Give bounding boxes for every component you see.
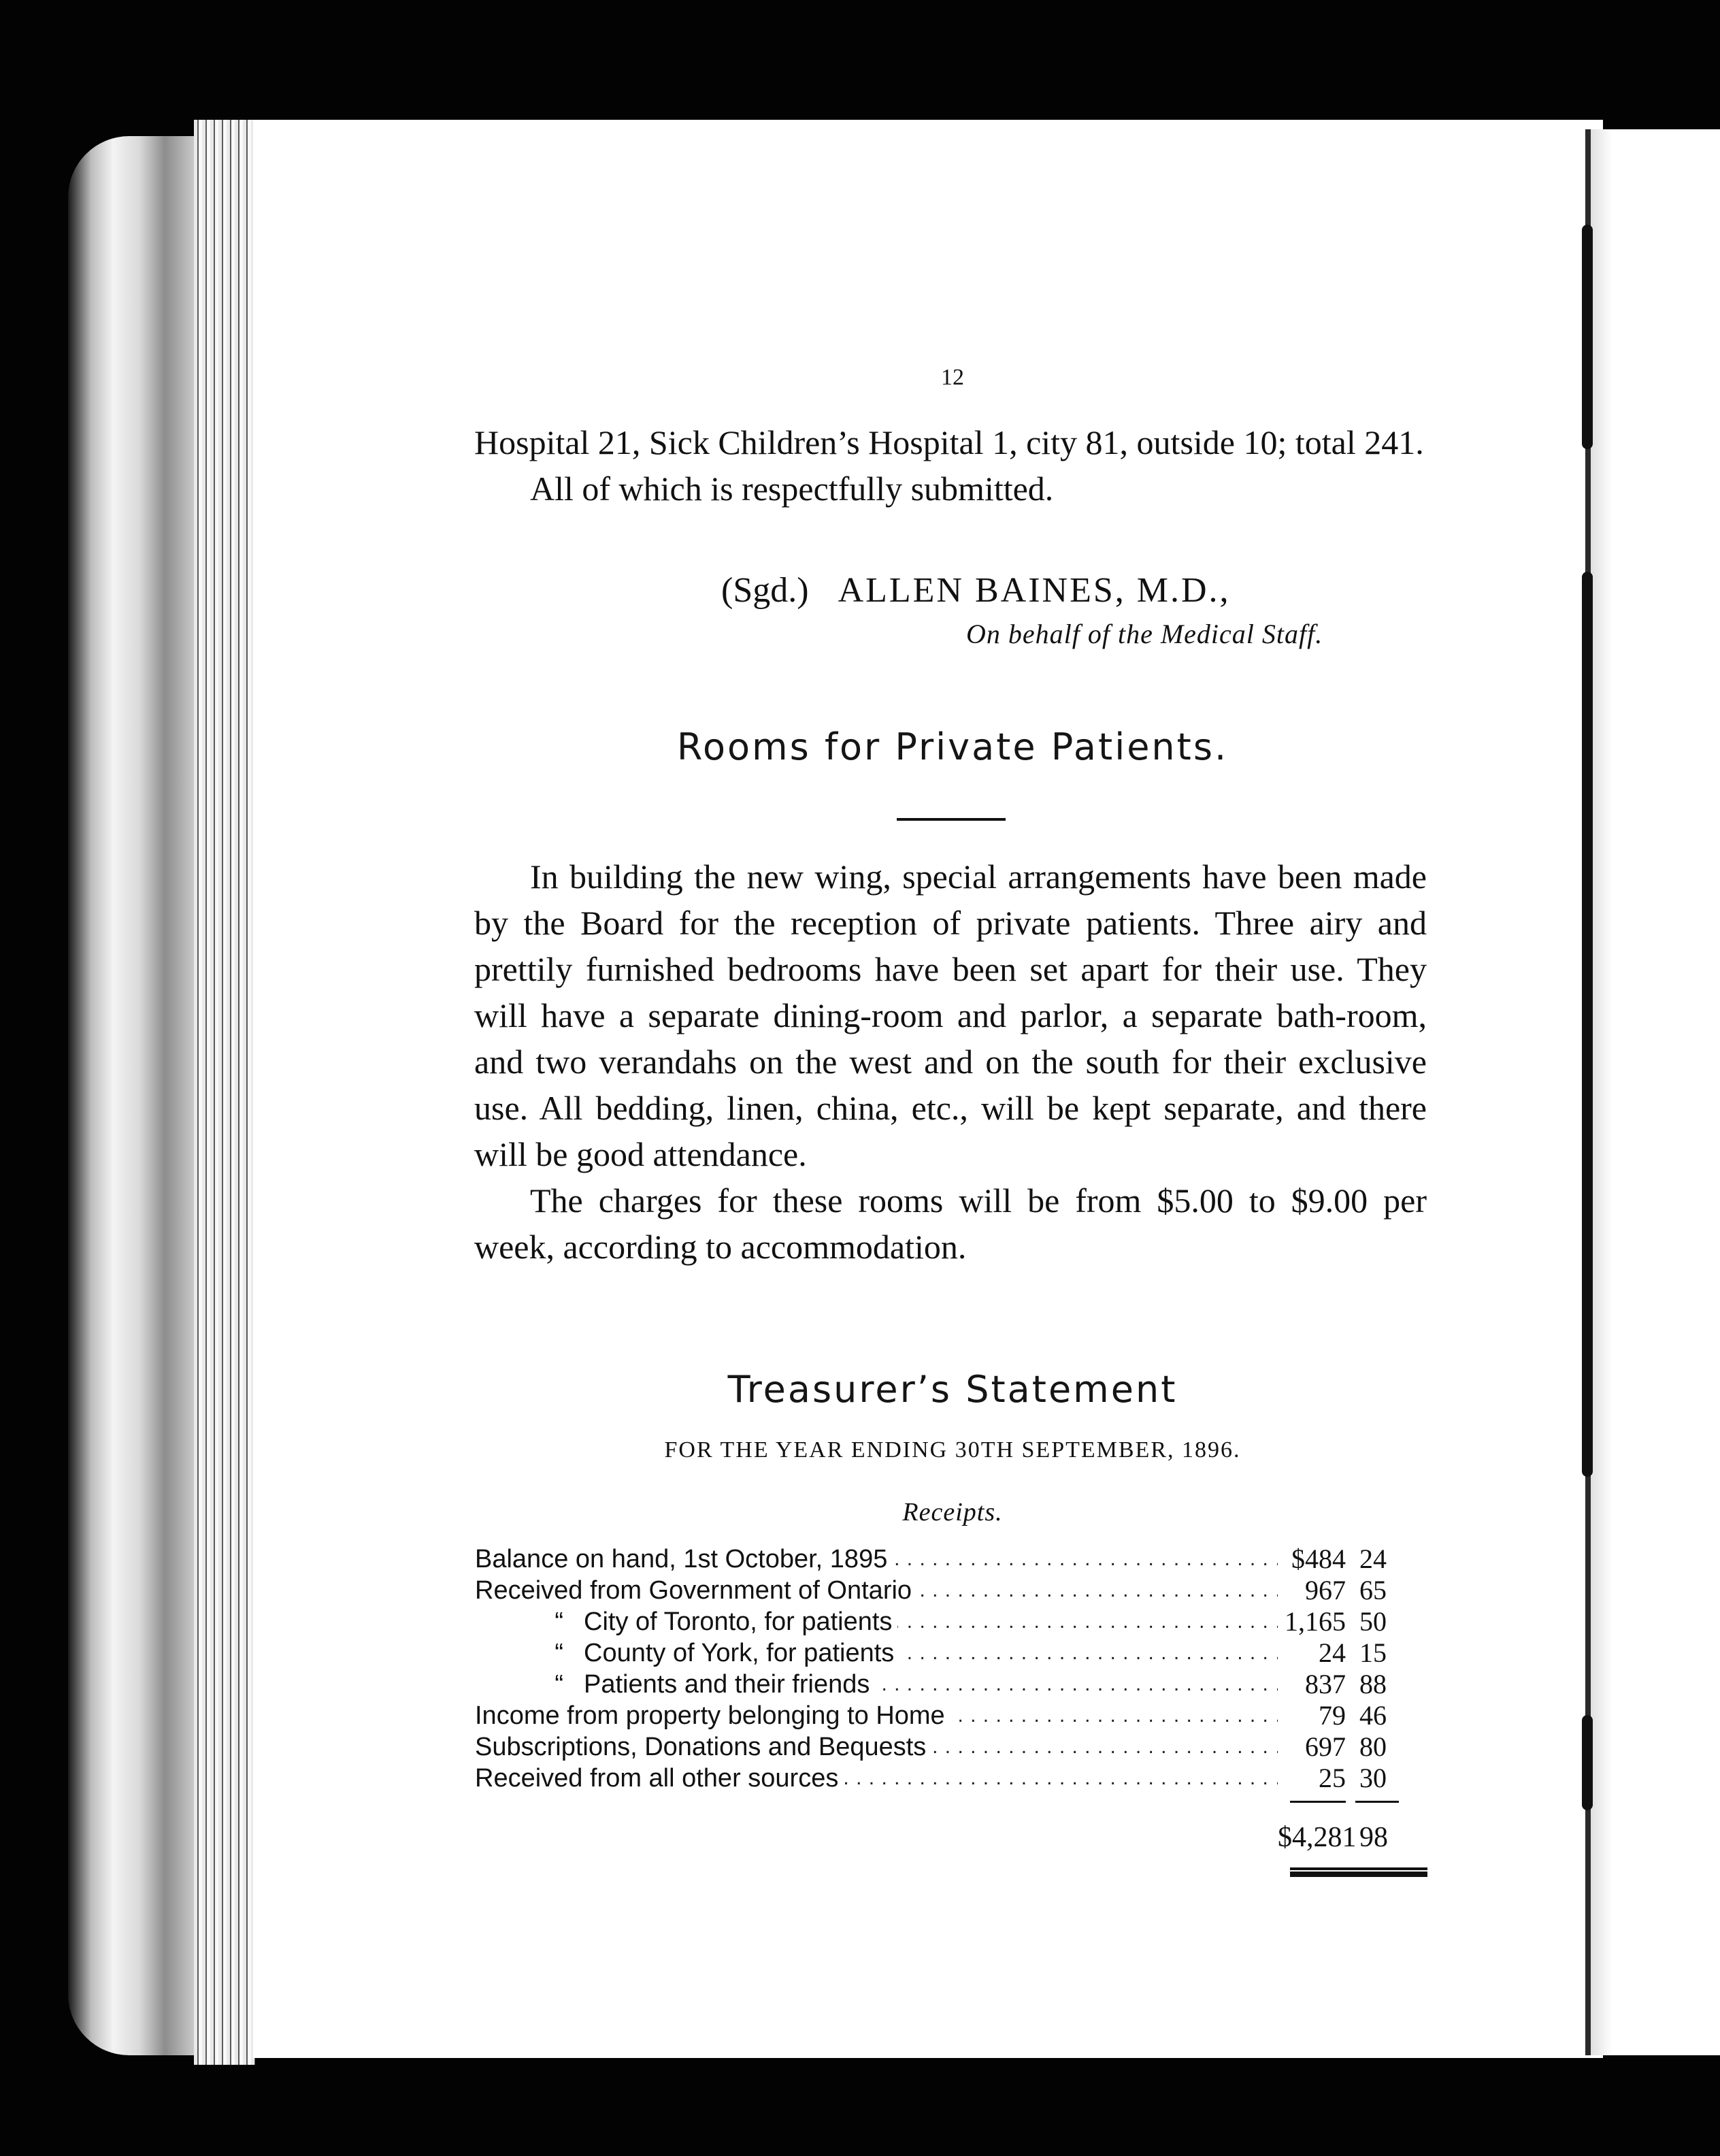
ledger-dollars: 837: [1305, 1669, 1346, 1699]
ledger-label: Subscriptions, Donations and Bequests: [475, 1733, 927, 1761]
receipts-title: Receipts.: [902, 1498, 1003, 1526]
closing-line: All of which is respectfully submitted.: [530, 470, 1054, 508]
ledger-row: [475, 1575, 1427, 1606]
ledger-label: Received from all other sources: [475, 1764, 839, 1793]
ledger-cents: 65: [1359, 1575, 1387, 1605]
ledger-dollars: 79: [1319, 1700, 1346, 1731]
ditto-mark: “: [555, 1607, 563, 1636]
ledger-label: Balance on hand, 1st October, 1895: [475, 1545, 888, 1573]
page-number: 12: [941, 365, 964, 390]
ledger-dollars: 697: [1305, 1731, 1346, 1762]
continuation-text: [474, 419, 1427, 512]
ledger-total-row: [475, 1817, 1427, 1855]
ledger-row: [475, 1544, 1427, 1575]
ledger-row: [475, 1637, 1427, 1669]
ledger-cents: 46: [1359, 1700, 1387, 1731]
ditto-mark: “: [555, 1639, 563, 1667]
ledger-row: [475, 1669, 1427, 1700]
page-stack-edge: [194, 120, 255, 2065]
ledger-row: [475, 1731, 1427, 1763]
ledger-row: [475, 1606, 1427, 1637]
ledger-cents: 88: [1359, 1669, 1387, 1699]
private-rooms-heading: Rooms for Private Patients.: [676, 725, 1229, 768]
sum-rule-cents: [1355, 1801, 1399, 1803]
continuation-line: Hospital 21, Sick Children’s Hospital 1, city 81, outside 10; total 241.: [474, 423, 1424, 461]
ledger-dollars: $484: [1291, 1544, 1346, 1574]
private-rooms-paragraph-1: In building the new wing, special arrangements have been made by the Board for the reception of private patients. Three airy and prettily furnished bedrooms have been set apart for their use. They will have a separate dining-room and parlor, a separate bath-room, and two verandahs on the west and on the south for their exclusive use. All bedding, linen, china, etc., will be kept separate, and there will be good attendance.: [474, 858, 1427, 1173]
private-rooms-text: [474, 853, 1427, 1270]
ditto-mark: “: [555, 1670, 563, 1699]
ledger-row: [475, 1763, 1427, 1794]
binding-stitch: [1582, 225, 1593, 449]
ledger-label: County of York, for patients: [584, 1639, 895, 1667]
signature-name: ALLEN BAINES, M.D.,: [838, 571, 1231, 610]
ledger-label: Income from property belonging to Home: [475, 1701, 945, 1730]
total-cents: 98: [1359, 1822, 1388, 1853]
section-rule: [897, 818, 1006, 821]
total-double-rule: [1290, 1867, 1427, 1877]
ledger-row: [475, 1700, 1427, 1731]
treasurer-subheading: FOR THE YEAR ENDING 30TH SEPTEMBER, 1896.: [664, 1437, 1241, 1463]
signature-prefix: (Sgd.): [721, 571, 809, 610]
signature-on-behalf: On behalf of the Medical Staff.: [966, 619, 1323, 649]
book-cover-edge: [68, 136, 197, 2055]
ledger-dollars: 25: [1319, 1763, 1346, 1793]
ledger-cents: 80: [1359, 1731, 1387, 1762]
total-dollars: $4,281: [1278, 1822, 1357, 1853]
facing-page-edge: [1585, 129, 1720, 2055]
ledger-label: Patients and their friends: [584, 1670, 870, 1699]
private-rooms-paragraph-2: The charges for these rooms will be from $5.00 to $9.00 per week, according to accommodation.: [474, 1181, 1427, 1266]
sum-rule-dollars: [1290, 1801, 1346, 1803]
ledger-cents: 50: [1359, 1606, 1387, 1637]
ledger-dollars: 1,165: [1285, 1606, 1346, 1637]
ledger-cents: 24: [1359, 1544, 1387, 1574]
binding-stitch: [1582, 572, 1593, 1477]
ledger-cents: 30: [1359, 1763, 1387, 1793]
ledger-dollars: 967: [1305, 1575, 1346, 1605]
ledger-dollars: 24: [1319, 1637, 1346, 1668]
ledger-label: Received from Government of Ontario: [475, 1576, 912, 1605]
signature-line: [721, 570, 1231, 610]
binding-stitch: [1582, 1715, 1593, 1810]
receipts-ledger: [475, 1544, 1427, 1794]
ledger-cents: 15: [1359, 1637, 1387, 1668]
treasurer-heading: Treasurer’s Statement: [727, 1368, 1178, 1411]
ledger-label: City of Toronto, for patients: [584, 1607, 893, 1636]
